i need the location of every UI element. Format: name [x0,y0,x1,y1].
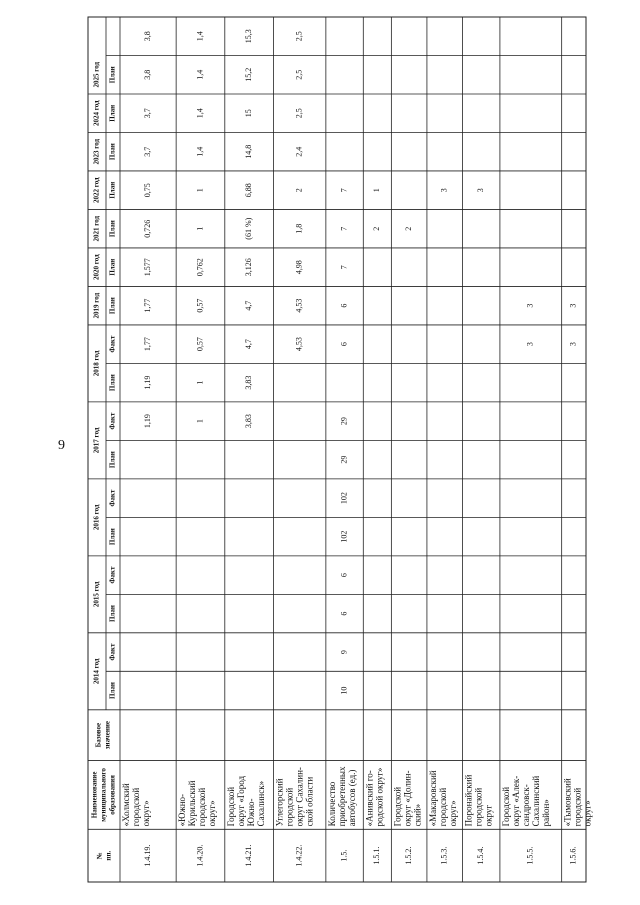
row-name: округ» [582,800,593,827]
row-name: Сахалинский [530,775,541,827]
row-name: Городской [500,786,511,827]
value-cell: 102 [339,530,349,543]
value-cell: 1 [195,419,205,424]
value-cell: 7 [339,265,349,270]
row-name: округ «Город [235,775,246,827]
value-cell: 2 [403,226,413,231]
header-year-2025: 2025 год [92,61,101,88]
value-cell: 1,577 [142,258,152,277]
value-cell: 2,5 [294,108,304,119]
header-num: пп. [104,850,113,861]
header-plan: План [108,605,117,623]
value-cell: 3 [439,188,449,193]
value-cell: 1,8 [294,223,304,234]
row-number: 1.5.4. [476,846,486,865]
value-cell: 3 [476,188,486,193]
value-cell: 7 [339,188,349,193]
value-cell: 3,83 [243,375,253,390]
value-cell: 1,4 [195,108,205,119]
value-cell: 1,19 [142,375,152,390]
header-plan: План [108,104,117,122]
value-cell: 3,7 [142,108,152,119]
header-fact: Факт [108,643,117,661]
row-name: ской области [304,776,315,827]
row-name: городской [284,787,295,827]
row-name: родской округ» [374,767,385,827]
row-name: городской [473,787,484,827]
value-cell: 9 [339,650,349,655]
header-year-2022: 2022 год [92,177,101,203]
header-year-2021: 2021 год [92,215,101,242]
value-cell: 0,57 [195,337,205,352]
value-cell: 6,88 [243,183,253,198]
row-name: Курильский [187,780,198,827]
row-number: 1.4.20. [195,844,205,867]
value-cell: 6 [339,611,349,616]
value-cell: 15,2 [243,67,253,82]
value-cell: 6 [339,573,349,578]
value-cell: 2,5 [294,31,304,42]
row-name: «Макаровский [427,770,438,827]
value-cell: 0,762 [195,258,205,277]
value-cell: 4,98 [294,260,304,275]
header-num: № [95,852,104,860]
row-number: 1.5.2. [403,846,413,865]
row-name: округ «Долин- [402,770,413,827]
row-name: городской [572,787,583,827]
row-number: 1.4.22. [294,844,304,867]
row-name: округ» [141,800,152,827]
header-year-2020: 2020 год [92,254,101,280]
value-cell: 1,77 [142,337,152,352]
header-year-2019: 2019 год [92,292,101,319]
value-cell: 6 [339,303,349,308]
value-cell: (61 %) [243,217,253,240]
header-plan: План [108,297,117,315]
data-table [88,17,593,882]
header-year-2018: 2018 год [92,350,101,377]
row-name: «Холмский [121,783,132,827]
row-name: городской [131,787,142,827]
value-cell: 14,8 [243,144,253,159]
value-cell: 29 [339,455,349,464]
header-base: значение [103,720,112,750]
header-plan: План [108,374,117,392]
row-number: 1.5.6. [568,846,578,865]
header-plan: План [108,220,117,238]
value-cell: 2 [372,226,382,231]
row-name: «Южно- [177,793,188,827]
header-year-2014: 2014 год [92,658,101,685]
value-cell: 0,57 [195,298,205,313]
row-name: приобретенных [336,766,347,827]
value-cell: 102 [339,492,349,505]
row-name: Поронайский [463,774,474,827]
row-name: «Тымовский [562,778,573,827]
header-name: Наименование [90,771,99,819]
value-cell: 0,726 [142,219,152,238]
row-name: ский» [412,803,423,827]
row-name: Сахалинск» [255,780,266,827]
value-cell: 1 [372,188,382,193]
value-cell: 4,53 [294,298,304,313]
value-cell: 1,4 [195,31,205,42]
value-cell: 3 [525,303,535,308]
header-year-2024: 2024 год [92,100,101,127]
row-name: округ» [447,800,458,827]
row-name: городской [197,787,208,827]
row-number: 1.5.5. [525,846,535,865]
value-cell: 1,4 [195,69,205,80]
value-cell: 1 [195,380,205,385]
row-name: «Анивский го- [364,770,375,827]
value-cell: 15 [243,109,253,118]
header-fact: Факт [108,489,117,507]
row-number: 1.5.3. [439,846,449,865]
header-fact: Факт [108,335,117,353]
header-fact: Факт [108,566,117,584]
header-plan: План [108,451,117,469]
value-cell: 6 [339,342,349,347]
value-cell: 4,7 [243,300,253,311]
row-name: округ» [207,800,218,827]
value-cell: 7 [339,226,349,231]
header-name: муниципального [99,768,108,822]
row-number: 1.4.21. [243,844,253,867]
value-cell: 2,4 [294,146,304,157]
row-number: 1.5. [339,849,349,862]
value-cell: 1,19 [142,414,152,429]
value-cell: 3 [568,303,578,308]
value-cell: 1,4 [195,146,205,157]
page-number: 9 [58,438,65,453]
value-cell: 29 [339,417,349,426]
header-plan: План [108,258,117,276]
value-cell: 2,5 [294,69,304,80]
header-plan: План [108,528,117,546]
row-name: Южно- [245,798,256,827]
value-cell: 3,7 [142,146,152,157]
value-cell: 10 [339,686,349,695]
value-cell: 1,77 [142,298,152,313]
header-plan: План [108,143,117,161]
value-cell: 2 [294,188,304,193]
header-year-2015: 2015 год [92,581,101,608]
value-cell: 3,83 [243,414,253,429]
value-cell: 15,3 [243,29,253,44]
value-cell: 3 [525,342,535,347]
value-cell: 3,126 [243,258,253,277]
row-name: округ [483,804,494,827]
header-name: образования [108,775,117,815]
value-cell: 0,75 [142,183,152,198]
header-plan: План [108,682,117,700]
value-cell: 4,53 [294,337,304,352]
value-cell: 4,7 [243,339,253,350]
value-cell: 3,8 [142,31,152,42]
header-fact: Факт [108,412,117,430]
row-name: Количество [326,781,337,827]
value-cell: 3,8 [142,69,152,80]
header-year-2016: 2016 год [92,504,101,531]
row-name: округ «Алек- [510,775,521,827]
row-name: сандровск- [520,784,531,827]
row-name: Углегорский [274,778,285,827]
value-cell: 1 [195,226,205,231]
header-plan: План [108,66,117,84]
row-name: городской [437,787,448,827]
row-name: автобусов (ед.) [346,769,357,827]
row-number: 1.5.1. [372,846,382,865]
value-cell: 1 [195,188,205,193]
table-border [88,17,586,882]
header-year-2023: 2023 год [92,138,101,165]
row-name: округ Сахалин- [294,767,305,827]
value-cell: 3 [568,342,578,347]
row-name: Городской [392,786,403,827]
header-base: Базовое [94,722,103,748]
row-name: Городской [225,786,236,827]
header-plan: План [108,181,117,199]
header-year-2017: 2017 год [92,427,101,454]
row-name: район» [540,799,551,827]
row-number: 1.4.19. [142,844,152,867]
